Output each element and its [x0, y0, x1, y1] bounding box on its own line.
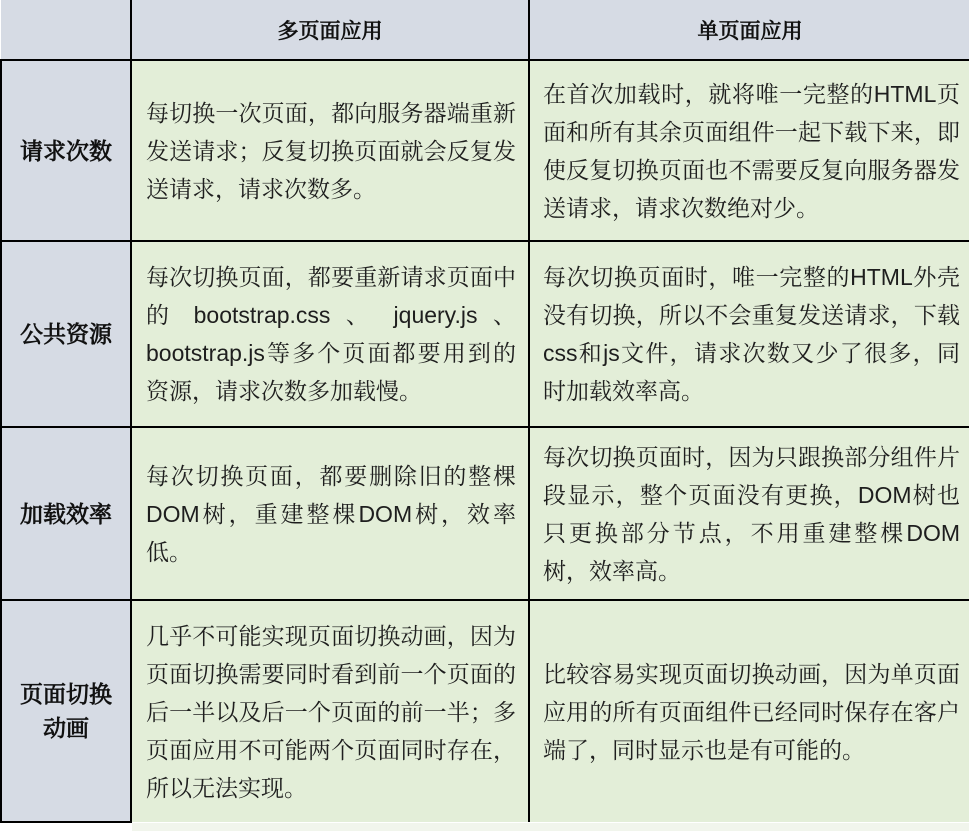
row-label-load-efficiency: 加载效率	[1, 427, 131, 600]
row-label-request-count: 请求次数	[1, 60, 131, 241]
bottom-edge-right	[132, 823, 969, 831]
table-row-request-count	[1, 60, 969, 241]
spa-cell-shared-resources: 每次切换页面时，唯一完整的HTML外壳没有切换，所以不会重复发送请求，下载css和js文件，请求次数又少了很多，同时加载效率高。	[529, 241, 969, 427]
mpa-cell-request-count: 每切换一次页面，都向服务器端重新发送请求；反复切换页面就会反复发送请求，请求次数多。	[131, 60, 529, 241]
bottom-edge-left	[0, 823, 132, 831]
table-row-page-transition-animation	[1, 600, 969, 822]
mpa-cell-page-transition-animation: 几乎不可能实现页面切换动画，因为页面切换需要同时看到前一个页面的后一半以及后一个页面的前一半；多页面应用不可能两个页面同时存在，所以无法实现。	[131, 600, 529, 822]
column-header-spa: 单页面应用	[529, 0, 969, 60]
mpa-cell-shared-resources: 每次切换页面，都要重新请求页面中的 bootstrap.css 、 jquery.js 、bootstrap.js等多个页面都要用到的资源，请求次数多加载慢。	[131, 241, 529, 427]
cropped-bottom-edge	[0, 823, 969, 831]
mpa-cell-load-efficiency: 每次切换页面，都要删除旧的整棵DOM树，重建整棵DOM树，效率低。	[131, 427, 529, 600]
corner-cell	[1, 0, 131, 60]
table-row-load-efficiency	[1, 427, 969, 600]
column-header-mpa: 多页面应用	[131, 0, 529, 60]
spa-cell-request-count: 在首次加载时，就将唯一完整的HTML页面和所有其余页面组件一起下载下来，即使反复切换页面也不需要反复向服务器发送请求，请求次数绝对少。	[529, 60, 969, 241]
row-label-page-transition-animation: 页面切换动画	[1, 600, 131, 822]
spa-cell-load-efficiency: 每次切换页面时，因为只跟换部分组件片段显示，整个页面没有更换，DOM树也只更换部分节点，不用重建整棵DOM树，效率高。	[529, 427, 969, 600]
row-label-shared-resources: 公共资源	[1, 241, 131, 427]
table-row-shared-resources	[1, 241, 969, 427]
header-row	[1, 0, 969, 60]
spa-cell-page-transition-animation: 比较容易实现页面切换动画，因为单页面应用的所有页面组件已经同时保存在客户端了，同时显示也是有可能的。	[529, 600, 969, 822]
